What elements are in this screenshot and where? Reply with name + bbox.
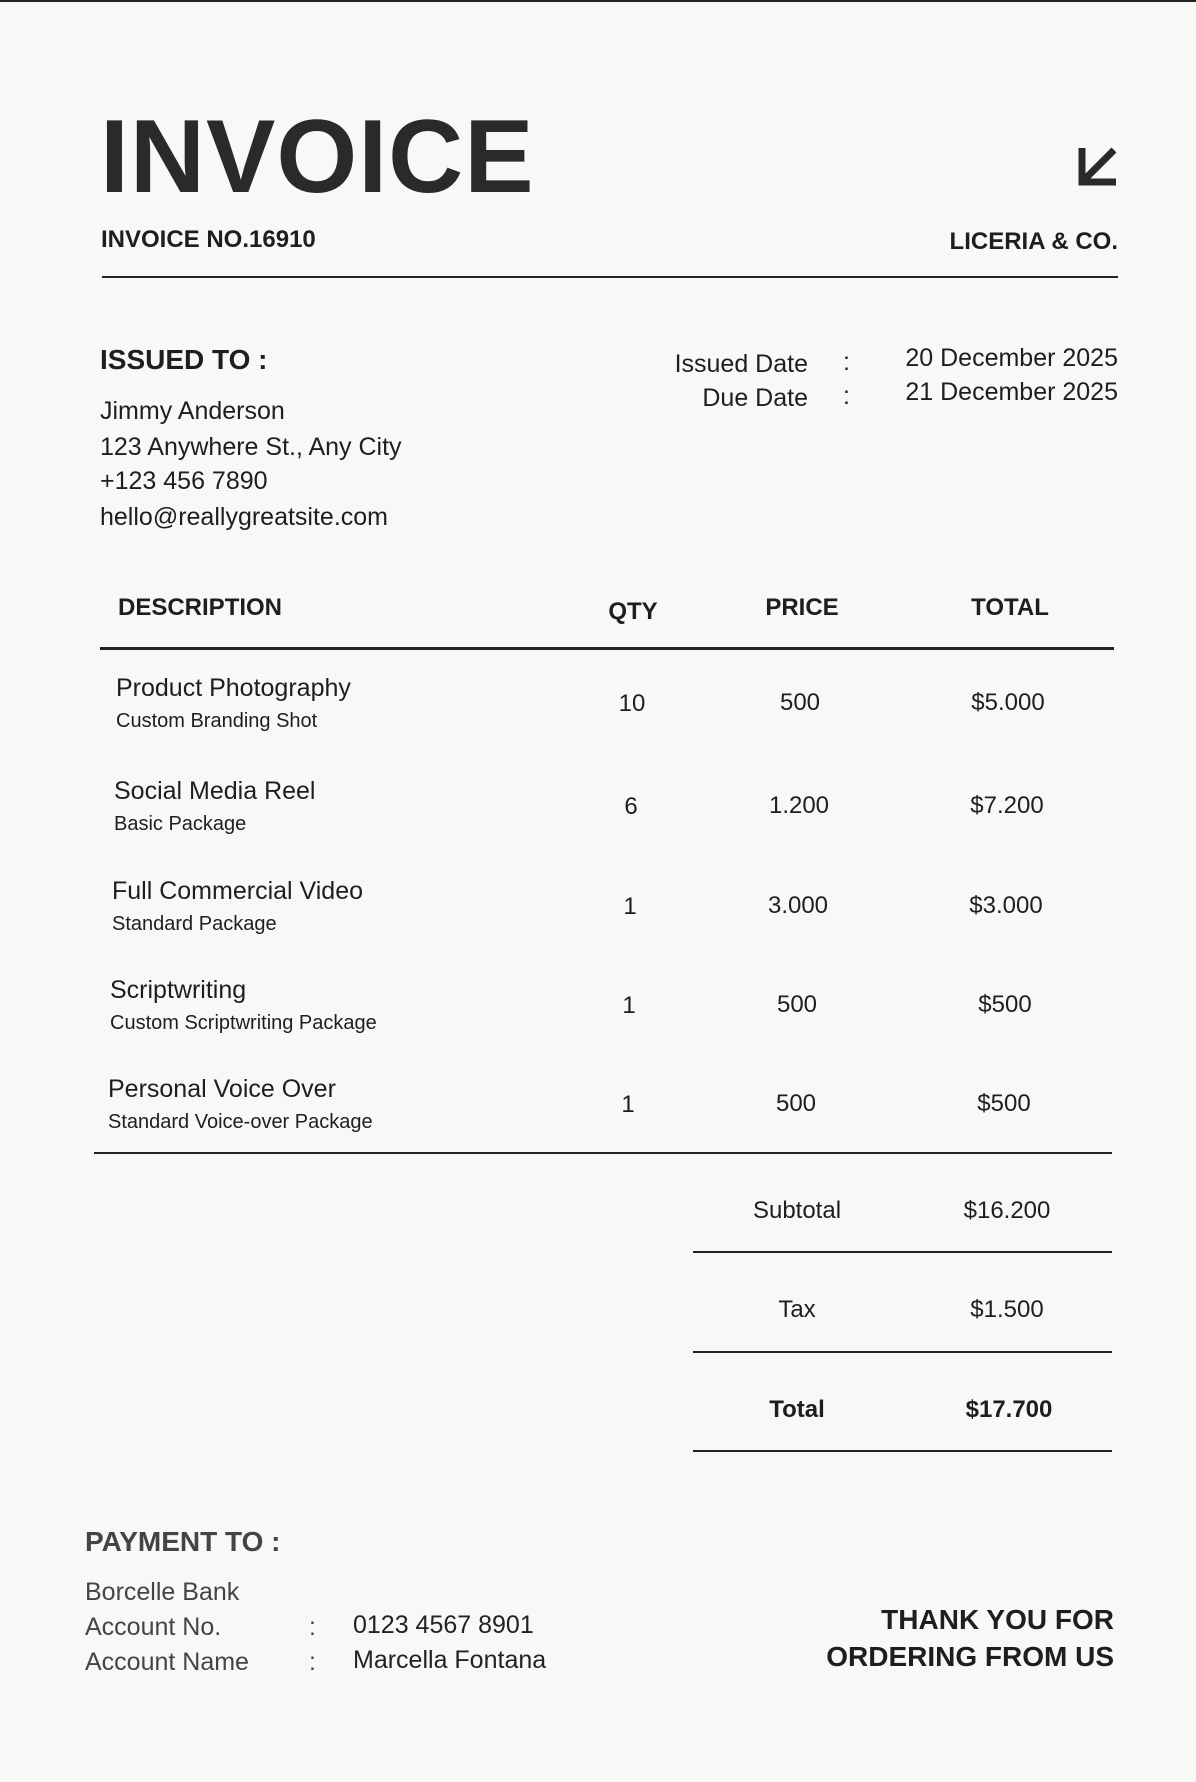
issued-date-label: Issued Date <box>674 350 808 378</box>
tax-divider <box>693 1351 1112 1353</box>
column-header-price: PRICE <box>765 594 839 621</box>
item-price: 500 <box>779 689 821 716</box>
account-no-label: Account No. <box>85 1613 222 1641</box>
issued-date-value: 20 December 2025 <box>905 344 1118 372</box>
table-bottom-divider <box>94 1152 1112 1154</box>
item-title: Full Commercial Video <box>112 877 364 905</box>
table-header-divider <box>100 647 1114 650</box>
due-date-value: 21 December 2025 <box>905 378 1118 406</box>
total-label: Total <box>769 1396 825 1423</box>
date-separator: : <box>843 382 850 410</box>
client-address: 123 Anywhere St., Any City <box>100 433 402 461</box>
date-separator: : <box>843 348 850 376</box>
column-header-description: DESCRIPTION <box>118 594 283 621</box>
item-price: 500 <box>775 1090 817 1117</box>
item-title: Scriptwriting <box>110 976 247 1004</box>
subtotal-divider <box>693 1251 1112 1253</box>
total-value: $17.700 <box>965 1396 1053 1423</box>
item-subtitle: Standard Package <box>112 913 277 935</box>
issued-to-heading: ISSUED TO : <box>100 344 268 375</box>
account-no-value: 0123 4567 8901 <box>353 1611 534 1639</box>
total-divider <box>693 1450 1112 1452</box>
arrow-down-left-icon <box>1076 144 1120 188</box>
subtotal-value: $16.200 <box>963 1197 1051 1224</box>
item-total: $7.200 <box>970 792 1044 819</box>
client-name: Jimmy Anderson <box>100 397 285 425</box>
item-price: 3.000 <box>767 892 829 919</box>
column-header-total: TOTAL <box>971 594 1049 621</box>
item-title: Product Photography <box>116 674 351 702</box>
company-name: LICERIA & CO. <box>949 228 1118 255</box>
item-qty: 6 <box>624 793 638 820</box>
payment-separator: : <box>309 1613 316 1641</box>
item-qty: 1 <box>622 992 636 1019</box>
payment-to-heading: PAYMENT TO : <box>85 1526 281 1557</box>
tax-value: $1.500 <box>970 1296 1044 1323</box>
invoice-number: INVOICE NO.16910 <box>101 226 316 253</box>
item-subtitle: Basic Package <box>114 813 247 835</box>
item-price: 500 <box>776 991 818 1018</box>
item-subtitle: Custom Scriptwriting Package <box>110 1012 377 1034</box>
item-title: Social Media Reel <box>114 777 316 805</box>
item-total: $500 <box>977 1090 1031 1117</box>
account-name-label: Account Name <box>85 1648 249 1676</box>
due-date-label: Due Date <box>702 384 808 412</box>
item-title: Personal Voice Over <box>108 1075 336 1103</box>
client-email: hello@reallygreatsite.com <box>100 503 389 531</box>
payment-separator: : <box>309 1648 316 1676</box>
item-price: 1.200 <box>768 792 830 819</box>
item-subtitle: Standard Voice-over Package <box>108 1111 373 1133</box>
item-qty: 10 <box>618 690 646 717</box>
item-qty: 1 <box>623 893 637 920</box>
bank-name: Borcelle Bank <box>85 1578 240 1606</box>
item-total: $3.000 <box>969 892 1043 919</box>
column-header-qty: QTY <box>608 598 658 625</box>
item-total: $500 <box>978 991 1032 1018</box>
item-qty: 1 <box>621 1091 635 1118</box>
invoice-title: INVOICE <box>100 99 535 215</box>
item-subtitle: Custom Branding Shot <box>116 710 318 732</box>
tax-label: Tax <box>778 1296 816 1323</box>
thank-you-line-2: ORDERING FROM US <box>826 1641 1114 1672</box>
client-phone: +123 456 7890 <box>100 467 268 495</box>
item-total: $5.000 <box>971 689 1045 716</box>
thank-you-line-1: THANK YOU FOR <box>881 1604 1114 1635</box>
subtotal-label: Subtotal <box>752 1197 842 1224</box>
account-name-value: Marcella Fontana <box>353 1646 547 1674</box>
header-divider <box>102 276 1118 278</box>
